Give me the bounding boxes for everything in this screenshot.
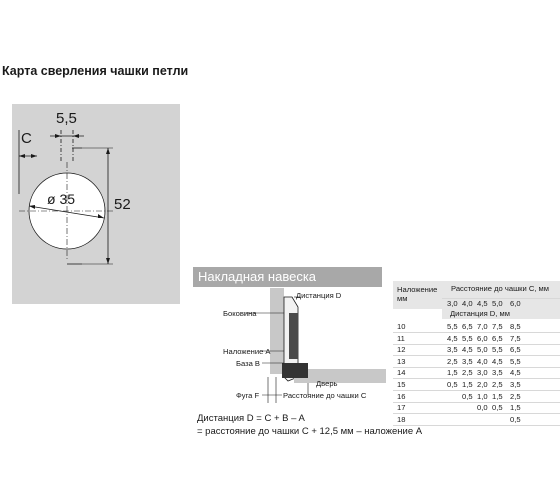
- distance-value: 5,5: [462, 333, 473, 343]
- cup-value-header: 3,0: [447, 299, 458, 308]
- overlay-value: 11: [397, 333, 405, 343]
- dimension-c-label: C: [21, 130, 32, 147]
- distance-value: 7,5: [492, 322, 503, 331]
- distance-value: 2,5: [492, 380, 503, 389]
- distance-value: 3,5: [492, 368, 503, 378]
- distance-value: 3,0: [477, 368, 488, 378]
- overlay-value: 10: [397, 322, 406, 331]
- distance-value: 6,5: [492, 333, 503, 343]
- formula-line-2: = расстояние до чашки C + 12,5 мм – наложение A: [197, 426, 423, 437]
- page-title: Карта сверления чашки петли: [2, 64, 189, 78]
- overlay-value: 16: [397, 391, 406, 401]
- cup-value-header: 6,0: [510, 299, 521, 308]
- overlay-value: 15: [397, 380, 406, 389]
- overlay-section-header: Накладная навеска: [193, 267, 382, 287]
- distance-value: 2,5: [462, 368, 473, 378]
- cup-value-header: 5,0: [492, 299, 503, 308]
- table-row-divider: [393, 425, 560, 426]
- distance-value: 1,5: [510, 403, 521, 413]
- distance-value: 1,5: [447, 368, 458, 378]
- distance-value: 0,5: [447, 380, 458, 389]
- drilling-map-drawing: [0, 90, 190, 310]
- label-cup-distance-c: Расстояние до чашки C: [283, 391, 367, 400]
- cup: [282, 363, 308, 378]
- distance-value: 3,5: [510, 380, 521, 389]
- label-side-wall: Боковина: [223, 309, 257, 318]
- distance-value: 4,0: [477, 356, 488, 366]
- hinge-plate: [289, 313, 298, 359]
- column-header-overlay: Наложение мм: [397, 285, 438, 303]
- overlay-value: 14: [397, 368, 406, 378]
- side-wall: [270, 288, 284, 374]
- overlay-value: 12: [397, 345, 406, 355]
- formula-line-1: Дистанция D = C + B – A: [197, 413, 305, 424]
- distance-value: 0,0: [477, 403, 488, 413]
- distance-value: 2,5: [447, 356, 458, 366]
- distance-value: 7,0: [477, 322, 488, 331]
- distance-value: 4,5: [492, 356, 503, 366]
- cup-value-header: 4,0: [462, 299, 473, 308]
- distance-value: 6,5: [462, 322, 473, 331]
- distance-value: 8,5: [510, 322, 521, 331]
- label-overlay-a: Наложение A: [223, 347, 271, 356]
- distance-value: 0,5: [492, 403, 503, 413]
- distance-value: 7,5: [510, 333, 521, 343]
- distance-value: 5,5: [447, 322, 458, 331]
- label-door: Дверь: [316, 379, 338, 388]
- distance-value: 4,5: [510, 368, 521, 378]
- distance-value: 0,5: [510, 414, 521, 424]
- distance-value: 0,5: [462, 391, 473, 401]
- distance-value: 1,0: [477, 391, 488, 401]
- distance-d-header: Дистанция D, мм: [450, 309, 510, 318]
- diameter-label: ø 35: [47, 191, 76, 207]
- distance-value: 2,0: [477, 380, 488, 389]
- overlay-value: 18: [397, 414, 406, 424]
- dimension-spacing-label: 5,5: [56, 110, 77, 127]
- label-base-b: База B: [236, 359, 261, 368]
- dimension-height-label: 52: [114, 196, 131, 213]
- distance-value: 3,5: [447, 345, 458, 355]
- distance-value: 3,5: [462, 356, 473, 366]
- overlay-value: 13: [397, 356, 406, 366]
- table-row-divider: [393, 413, 560, 414]
- distance-value: 5,5: [492, 345, 503, 355]
- overlay-value: 17: [397, 403, 406, 413]
- distance-value: 6,0: [477, 333, 488, 343]
- distance-value: 6,5: [510, 345, 521, 355]
- label-gap-f: Фуга F: [236, 391, 260, 400]
- distance-value: 1,5: [492, 391, 503, 401]
- cup-value-header: 4,5: [477, 299, 488, 308]
- column-header-cup-distance: Расстояние до чашки C, мм: [451, 284, 549, 293]
- distance-value: 5,5: [510, 356, 521, 366]
- distance-value: 4,5: [462, 345, 473, 355]
- distance-value: 4,5: [447, 333, 458, 343]
- distance-value: 1,5: [462, 380, 473, 389]
- label-distance-d: Дистанция D: [296, 291, 342, 300]
- distance-value: 5,0: [477, 345, 488, 355]
- distance-value: 2,5: [510, 391, 521, 401]
